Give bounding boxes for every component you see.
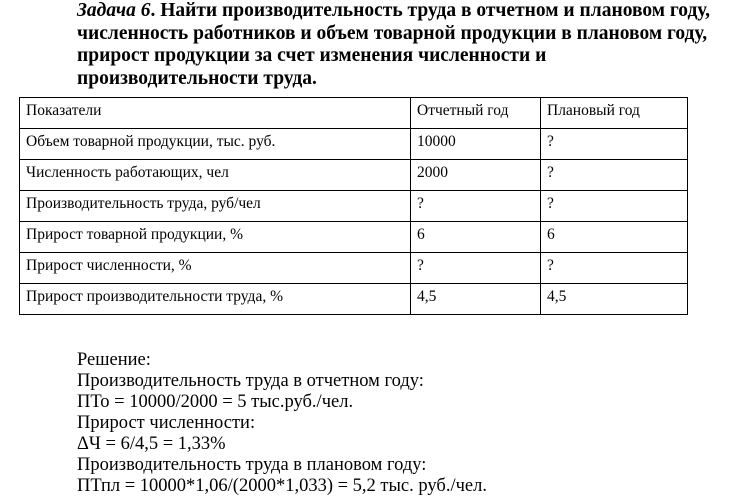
plan-value: 6 [541,222,688,253]
plan-value: ? [541,129,688,160]
solution-heading: Решение: [77,350,151,370]
report-value: 4,5 [411,284,541,315]
row-label: Численность работающих, чел [20,160,411,191]
row-label: Прирост товарной продукции, % [20,222,411,253]
report-value: ? [411,253,541,284]
report-value: 10000 [411,129,541,160]
table-row [20,253,688,284]
indicators-table [19,97,688,315]
header-report-year: Отчетный год [411,98,541,129]
plan-value: ? [541,191,688,222]
table-row [20,284,688,315]
table-row [20,222,688,253]
solution-line: ПТпл = 10000*1,06/(2000*1,033) = 5,2 тыс. руб./чел. [77,476,487,496]
report-value: ? [411,191,541,222]
table-header-row [20,98,688,129]
solution-line: Производительность труда в плановом году: [77,455,427,475]
table-row [20,191,688,222]
solution-line: Прирост численности: [77,413,256,433]
solution-line: ΔЧ = 6/4,5 = 1,33% [77,434,226,454]
table-row [20,129,688,160]
row-label: Прирост производительности труда, % [20,284,411,315]
plan-value: ? [541,253,688,284]
row-label: Производительность труда, руб/чел [20,191,411,222]
plan-value: ? [541,160,688,191]
solution-line: ПТо = 10000/2000 = 5 тыс.руб./чел. [77,392,354,412]
task-statement [77,0,717,90]
solution-line: Производительность труда в отчетном году: [77,371,424,391]
table-row [20,160,688,191]
solution-block [77,350,717,497]
header-plan-year: Плановый год [541,98,688,129]
header-indicators: Показатели [20,98,411,129]
plan-value: 4,5 [541,284,688,315]
row-label: Объем товарной продукции, тыс. руб. [20,129,411,160]
report-value: 2000 [411,160,541,191]
report-value: 6 [411,222,541,253]
task-text: . Найти производительность труда в отчетном и плановом году, численность работников и объем товарной продукции в плановом году, прирост продукции за счет изменения численности и производительности труда. [77,0,710,89]
task-label: Задача 6 [77,0,151,21]
row-label: Прирост численности, % [20,253,411,284]
